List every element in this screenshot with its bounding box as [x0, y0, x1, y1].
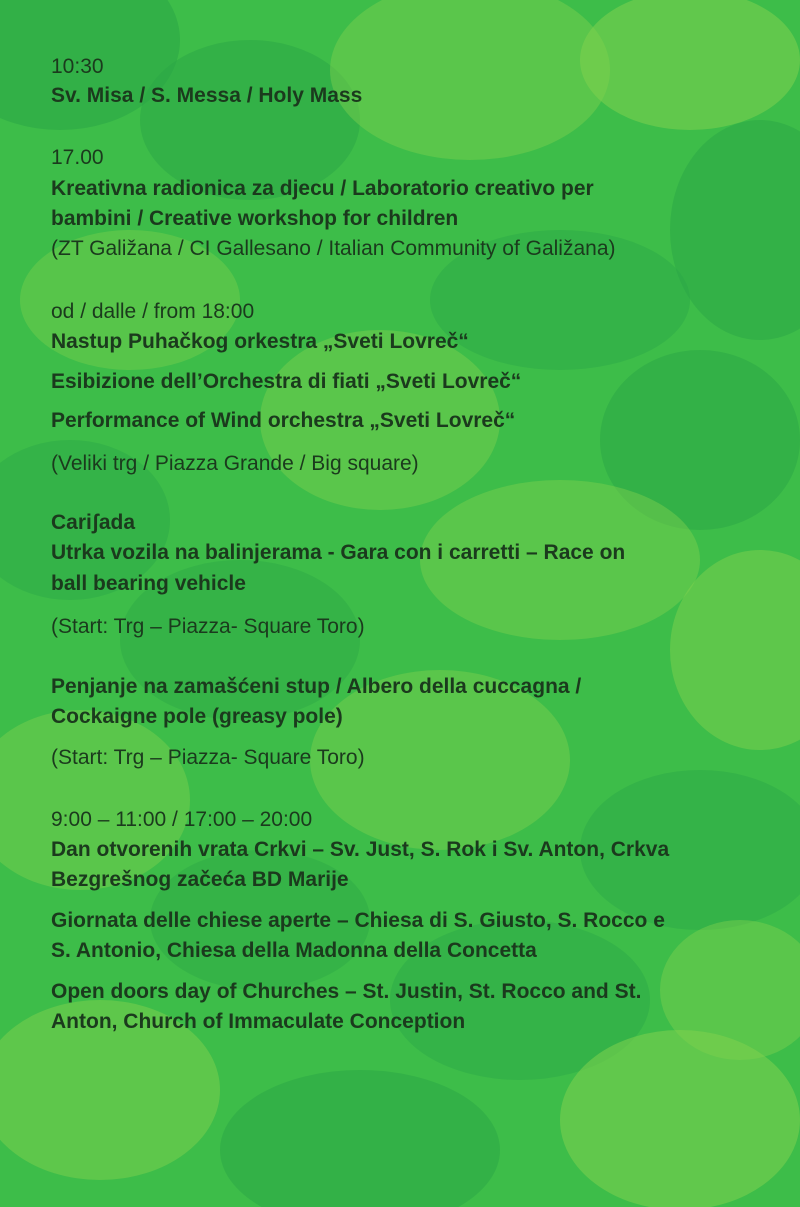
event-title: Bezgrešnog začeća BD Marije	[51, 868, 349, 891]
event-title: Penjanje na zamašćeni stup / Albero della cuccagna /	[51, 675, 582, 698]
event-location: (Veliki trg / Piazza Grande / Big square)	[51, 452, 419, 475]
event-title: Utrka vozila na balinjerama - Gara con i carretti – Race on	[51, 541, 626, 564]
event-time: 17.00	[51, 146, 104, 169]
event-title: Dan otvorenih vrata Crkvi – Sv. Just, S. Rok i Sv. Anton, Crkva	[51, 838, 670, 861]
event-time: 10:30	[51, 55, 104, 78]
event-heading: Cariʃada	[51, 511, 136, 534]
event-title: Sv. Misa / S. Messa / Holy Mass	[51, 84, 363, 107]
event-title: ball bearing vehicle	[51, 572, 246, 595]
event-title: Esibizione dell’Orchestra di fiati „Sveti Lovreč“	[51, 370, 522, 393]
event-title: Giornata delle chiese aperte – Chiesa di S. Giusto, S. Rocco e	[51, 909, 665, 932]
event-location: (Start: Trg – Piazza- Square Toro)	[51, 746, 365, 769]
event-title: S. Antonio, Chiesa della Madonna della Concetta	[51, 939, 537, 962]
event-time: 9:00 – 11:00 / 17:00 – 20:00	[51, 808, 313, 831]
event-title: Nastup Puhačkog orkestra „Sveti Lovreč“	[51, 330, 469, 353]
event-time: od / dalle / from 18:00	[51, 300, 255, 323]
event-title: Anton, Church of Immaculate Conception	[51, 1010, 466, 1033]
event-title: bambini / Creative workshop for children	[51, 207, 459, 230]
event-location: (ZT Galižana / CI Gallesano / Italian Community of Galižana)	[51, 237, 616, 260]
event-title: Open doors day of Churches – St. Justin, St. Rocco and St.	[51, 980, 642, 1003]
event-title: Kreativna radionica za djecu / Laboratorio creativo per	[51, 177, 594, 200]
event-location: (Start: Trg – Piazza- Square Toro)	[51, 615, 365, 638]
event-title: Cockaigne pole (greasy pole)	[51, 705, 343, 728]
event-title: Performance of Wind orchestra „Sveti Lovreč“	[51, 409, 516, 432]
